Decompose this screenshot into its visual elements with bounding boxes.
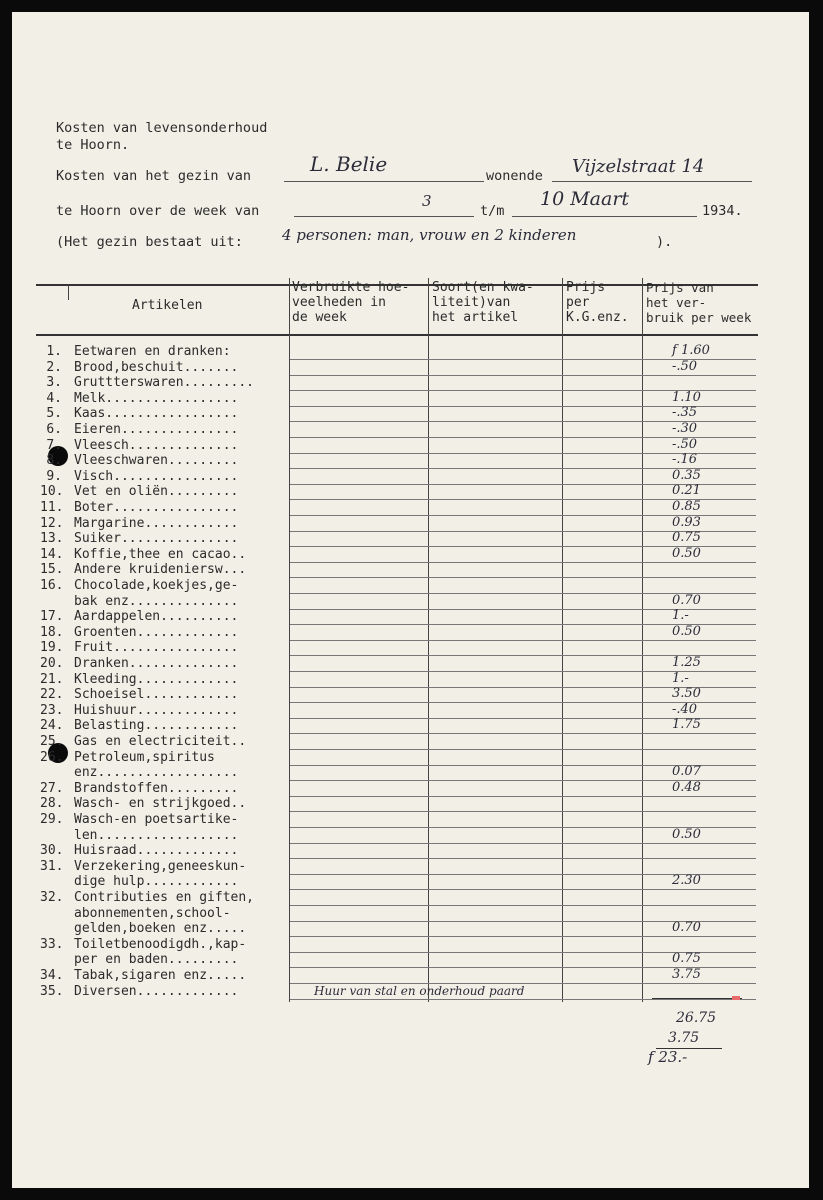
row-number: 22. <box>40 687 64 703</box>
household-suffix: ). <box>656 234 673 250</box>
row-label: Tabak,sigaren enz..... <box>74 968 247 983</box>
family-label: Kosten van het gezin van <box>56 168 252 184</box>
row-amount: 0.48 <box>672 779 701 795</box>
row-label: dige hulp............ <box>74 874 239 890</box>
row-amount: -.50 <box>672 436 698 452</box>
residence-line <box>552 181 752 182</box>
document-page <box>12 12 809 1188</box>
col-divider-1 <box>68 285 69 300</box>
heading-line-1: Kosten van levensonderhoud <box>56 120 268 136</box>
row-amount: 1.10 <box>672 389 701 405</box>
row-number: 18. <box>40 624 64 640</box>
row-number: 3. <box>46 375 62 391</box>
family-name: L. Belie <box>310 152 388 176</box>
row-label: Toiletbenoodigdh.,kap- <box>74 936 247 952</box>
row-amount: 2.30 <box>672 873 701 889</box>
row-label: Wasch- en strijkgoed.. <box>74 796 247 812</box>
row-amount: 0.70 <box>672 920 701 936</box>
row-label: len.................. <box>74 827 239 843</box>
row-label: Gas en electriciteit.. <box>74 734 247 749</box>
row-amount: -.30 <box>672 421 698 436</box>
row-number: 16. <box>40 578 64 593</box>
row-label: Fruit................ <box>74 640 239 656</box>
row-label: Huishuur............. <box>74 702 239 718</box>
row-label: Suiker............... <box>74 531 239 547</box>
row-label: Groenten............. <box>74 624 239 640</box>
row-amount: f 1.60 <box>672 343 710 358</box>
row-number: 34. <box>40 968 64 983</box>
row-number: 14. <box>40 546 64 562</box>
row-amount: 0.85 <box>672 499 701 514</box>
table-header-rule <box>36 334 758 336</box>
row-rule <box>290 375 756 376</box>
row-number: 29. <box>40 812 64 827</box>
row-rule <box>290 843 756 844</box>
row-label: Belasting............ <box>74 718 239 734</box>
row-label: Eetwaren en dranken: <box>74 344 231 359</box>
row-number: 23. <box>40 702 64 718</box>
row-label: Diversen............. <box>74 983 239 999</box>
row-number: 31. <box>40 858 64 874</box>
row-amount: 0.93 <box>672 514 701 530</box>
week-to-line <box>512 216 697 217</box>
row-amount: 0.21 <box>672 483 701 499</box>
row-label: Eieren............... <box>74 422 239 437</box>
total-sum: 26.75 <box>676 1010 717 1026</box>
row-number: 13. <box>40 531 64 547</box>
row-number: 28. <box>40 796 64 812</box>
row-rule <box>290 858 756 859</box>
row-number: 20. <box>40 656 64 671</box>
row-rule <box>290 640 756 641</box>
row-label: Huisraad............. <box>74 843 239 859</box>
row-number: 9. <box>46 468 62 484</box>
row-amount: 1.25 <box>672 655 701 670</box>
col-header-soort: Soort(en kwa- liteit)van het artikel <box>432 280 534 325</box>
residence-value: Vijzelstraat 14 <box>572 156 705 177</box>
row-amount: 0.50 <box>672 826 701 842</box>
row-label: Dranken.............. <box>74 656 239 671</box>
row-rule <box>290 562 756 563</box>
row-number: 15. <box>40 562 64 578</box>
row-label: per en baden......... <box>74 952 239 968</box>
row-number: 17. <box>40 609 64 625</box>
row-label: Aardappelen.......... <box>74 609 239 625</box>
row-label: Andere kruideniersw... <box>74 562 247 578</box>
total-minus: 3.75 <box>668 1030 700 1046</box>
row-number: 24. <box>40 718 64 734</box>
row-rule <box>290 733 756 734</box>
row-number: 21. <box>40 671 64 687</box>
row-label: Vet en oliën......... <box>74 484 239 500</box>
total-rule <box>652 998 742 999</box>
row-number: 2. <box>46 359 62 375</box>
row-label: Vleeschwaren......... <box>74 453 239 469</box>
row-number: 4. <box>46 390 62 406</box>
row-label: Brandstoffen......... <box>74 780 239 796</box>
row-amount: 3.50 <box>672 686 701 702</box>
week-label: te Hoorn over de week van <box>56 203 260 219</box>
total-result: f 23.- <box>648 1048 688 1066</box>
row-number: 5. <box>46 406 62 422</box>
col-header-artikelen: Artikelen <box>132 298 203 313</box>
row-amount: 0.70 <box>672 592 701 608</box>
red-mark <box>732 996 740 1000</box>
row-number: 26. <box>40 749 64 765</box>
row-number: 11. <box>40 500 64 515</box>
col-header-verbruikte: Verbruikte hoe- veelheden in de week <box>292 280 410 325</box>
week-from: 3 <box>422 192 432 210</box>
row-label: Chocolade,koekjes,ge- <box>74 578 239 593</box>
row-label: Schoeisel............ <box>74 687 239 703</box>
row-amount: 1.75 <box>672 717 701 733</box>
row-number: 27. <box>40 780 64 796</box>
row-label: enz.................. <box>74 765 239 781</box>
row-amount: 1.- <box>672 670 689 686</box>
row-rule <box>290 749 756 750</box>
row-label: Boter................ <box>74 500 239 515</box>
row-label: Brood,beschuit....... <box>74 359 239 375</box>
row-label: Petroleum,spiritus <box>74 749 215 765</box>
row-number: 6. <box>46 422 62 437</box>
diversen-note: Huur van stal en onderhoud paard <box>314 984 525 998</box>
row-label: abonnementen,school- <box>74 905 231 921</box>
row-label: Melk................. <box>74 390 239 406</box>
heading-line-2: te Hoorn. <box>56 137 130 153</box>
row-label: Koffie,thee en cacao.. <box>74 546 247 562</box>
row-number: 7. <box>46 437 62 453</box>
row-label: Vleesch.............. <box>74 437 239 453</box>
row-amount: 0.50 <box>672 623 701 639</box>
row-number: 32. <box>40 890 64 905</box>
row-label: Wasch-en poetsartike- <box>74 812 239 827</box>
row-amount: 0.75 <box>672 530 701 546</box>
week-separator: t/m <box>480 203 505 219</box>
row-label: gelden,boeken enz..... <box>74 921 247 937</box>
row-number: 12. <box>40 515 64 531</box>
household-prefix: (Het gezin bestaat uit: <box>56 234 243 250</box>
row-number: 25. <box>40 734 64 749</box>
row-amount: 3.75 <box>672 967 701 982</box>
row-label: Kaas................. <box>74 406 239 422</box>
row-label: Kleeding............. <box>74 671 239 687</box>
week-to: 10 Maart <box>540 188 630 210</box>
row-label: bak enz.............. <box>74 593 239 609</box>
row-label: Gruttterswaren......... <box>74 375 255 391</box>
row-rule <box>290 577 756 578</box>
row-amount: 1.- <box>672 608 689 624</box>
week-from-line <box>294 216 474 217</box>
row-number: 10. <box>40 484 64 500</box>
row-amount: -.16 <box>672 452 698 468</box>
row-number: 1. <box>46 344 62 359</box>
row-amount: -.40 <box>672 701 698 717</box>
row-number: 33. <box>40 936 64 952</box>
row-amount: 0.50 <box>672 545 701 561</box>
family-name-line <box>284 181 484 182</box>
row-label: Verzekering,geneeskun- <box>74 858 247 874</box>
household-value: 4 personen: man, vrouw en 2 kinderen <box>282 226 577 244</box>
row-label: Margarine............ <box>74 515 239 531</box>
row-number: 8. <box>46 453 62 469</box>
row-rule <box>290 936 756 937</box>
row-number: 19. <box>40 640 64 656</box>
col-header-prijs: Prijs per K.G.enz. <box>566 280 629 325</box>
row-number: 30. <box>40 843 64 859</box>
row-label: Contributies en giften, <box>74 890 255 905</box>
row-number: 35. <box>40 983 64 999</box>
row-amount: 0.35 <box>672 467 701 483</box>
residence-label: wonende <box>486 168 543 184</box>
row-label: Visch................ <box>74 468 239 484</box>
row-amount: 0.07 <box>672 764 701 780</box>
row-amount: -.35 <box>672 405 698 421</box>
row-rule <box>290 889 756 890</box>
row-rule <box>290 811 756 812</box>
row-rule <box>290 905 756 906</box>
col-header-prijs-verbruik: Prijs van het ver- bruik per week <box>646 280 752 325</box>
row-rule <box>290 796 756 797</box>
row-amount: 0.75 <box>672 951 701 967</box>
row-amount: -.50 <box>672 358 698 374</box>
year: 1934. <box>702 203 743 219</box>
